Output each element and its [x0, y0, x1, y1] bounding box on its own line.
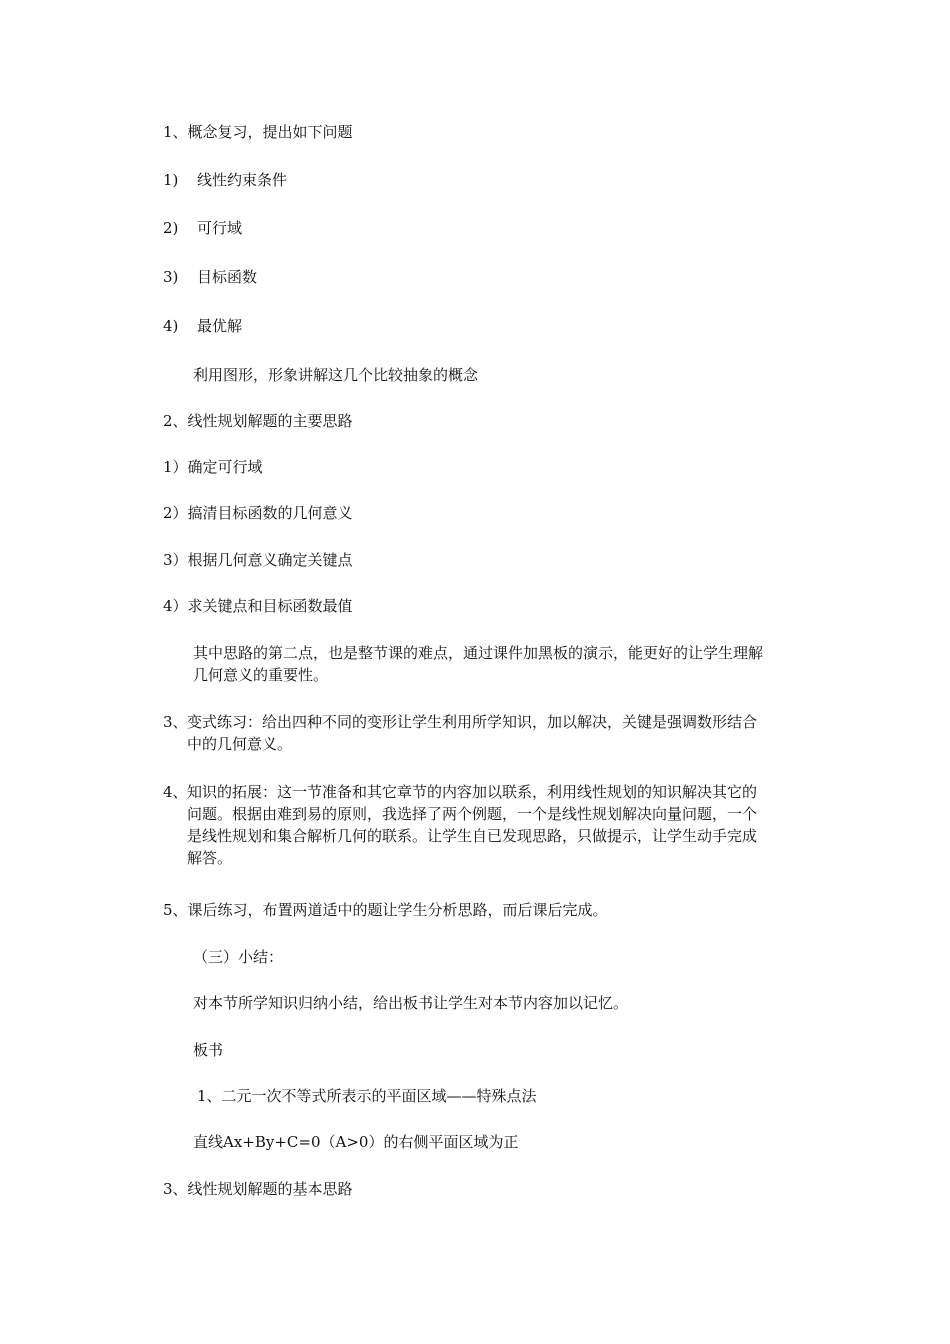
- list-item: 4）求关键点和目标函数最值: [163, 597, 353, 615]
- section-4-body: 知识的拓展：这一节准备和其它章节的内容加以联系，利用线性规划的知识解决其它的问题。根据由难到易的原则，我选择了两个例题，一个是线性规划解决向量问题，一个是线性规划和集合解析几何的联系。让学生自已发现思路，只做提示，让学生动手完成解答。: [187, 783, 758, 867]
- list-text: 线性约束条件: [197, 171, 288, 189]
- list-number: 2): [163, 219, 179, 237]
- summary-heading: （三）小结：: [193, 948, 284, 966]
- board-label: 板书: [193, 1041, 224, 1059]
- section-5: 5、课后练习，布置两道适中的题让学生分析思路，而后课后完成。: [163, 901, 608, 919]
- board-item-1: 1、二元一次不等式所表示的平面区域——特殊点法: [197, 1087, 537, 1105]
- section-3-text: [187, 711, 767, 755]
- section-1-note: 利用图形，形象讲解这几个比较抽象的概念: [193, 366, 479, 384]
- list-item: 1）确定可行域: [163, 458, 263, 476]
- section-3-number: 3、: [163, 713, 188, 731]
- section-4-number: 4、: [163, 783, 188, 801]
- section-2-note: 其中思路的第二点，也是整节课的难点，通过课件加黑板的演示，能更好的让学生理解几何意义的重要性。: [193, 644, 764, 684]
- list-number: 4): [163, 317, 179, 335]
- list-item: [163, 315, 242, 337]
- list-number: 3): [163, 268, 179, 286]
- section-3-body: 变式练习：给出四种不同的变形让学生利用所学知识，加以解决，关键是强调数形结合中的几何意义。: [187, 713, 758, 753]
- list-item: [163, 169, 287, 191]
- list-item: [163, 217, 242, 239]
- list-number: 1): [163, 171, 179, 189]
- section-1-heading: 1、概念复习，提出如下问题: [163, 123, 353, 141]
- list-text: 可行域: [197, 219, 243, 237]
- list-item: 2）搞清目标函数的几何意义: [163, 504, 353, 522]
- section-4-text: [187, 781, 767, 869]
- list-text: 最优解: [197, 317, 243, 335]
- list-text: 目标函数: [197, 268, 258, 286]
- board-item-3: 3、线性规划解题的基本思路: [163, 1180, 353, 1198]
- section-2-heading: 2、线性规划解题的主要思路: [163, 412, 353, 430]
- summary-text: 对本节所学知识归纳小结，给出板书让学生对本节内容加以记忆。: [193, 994, 629, 1012]
- list-item: [163, 266, 257, 288]
- board-item-1-detail: 直线Ax+By+C=0（A>0）的右侧平面区域为正: [193, 1133, 519, 1151]
- list-item: 3）根据几何意义确定关键点: [163, 551, 353, 569]
